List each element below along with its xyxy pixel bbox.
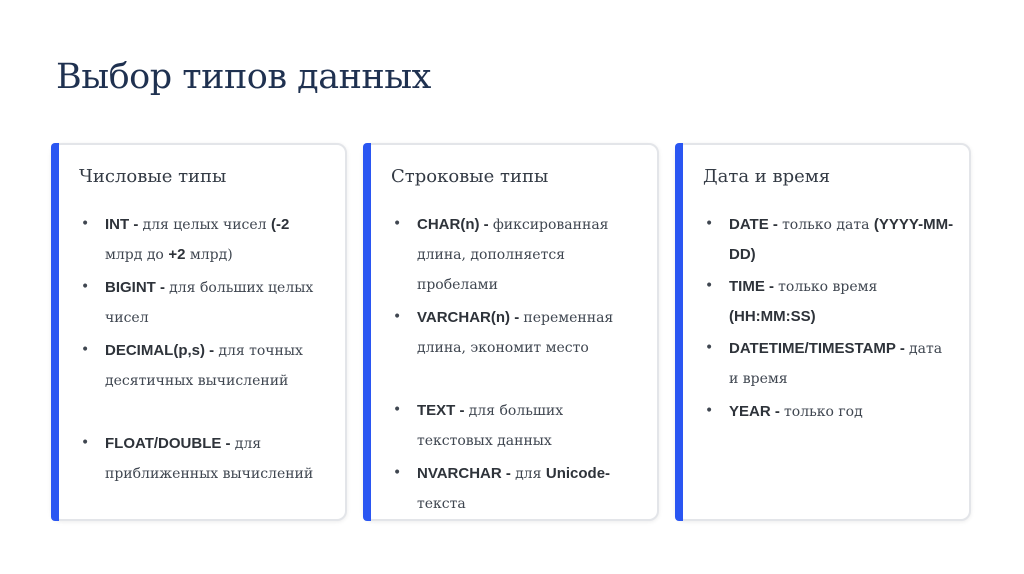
type-name: FLOAT/DOUBLE - — [105, 435, 235, 452]
list-item — [703, 210, 955, 269]
card-accent-bar — [363, 143, 371, 521]
type-name: VARCHAR(n) - — [417, 309, 524, 326]
bullet: • — [705, 340, 714, 356]
type-range: (-2 — [271, 216, 290, 233]
list-item — [391, 459, 643, 519]
type-range: Unicode- — [545, 465, 611, 482]
list-item — [79, 336, 331, 396]
card-title: Числовые типы — [79, 166, 227, 187]
type-description: текста — [417, 496, 466, 512]
type-description: для больших целых чисел — [105, 280, 314, 326]
card-numeric-types — [51, 143, 347, 521]
list-item — [79, 429, 331, 489]
type-description: млрд до — [105, 247, 169, 263]
card-string-types — [363, 143, 659, 521]
type-name: DATE - — [729, 216, 783, 233]
list-item — [79, 210, 331, 270]
bullet: • — [81, 216, 90, 232]
bullet: • — [393, 309, 402, 325]
type-name: TEXT - — [417, 402, 469, 419]
type-name: INT - — [105, 216, 143, 233]
type-list — [391, 207, 643, 519]
type-format: (HH:MM:SS) — [729, 308, 816, 325]
bullet: • — [705, 403, 714, 419]
bullet: • — [393, 402, 402, 418]
type-description: только время — [778, 279, 878, 295]
card-title: Дата и время — [703, 166, 831, 187]
card-accent-bar — [675, 143, 683, 521]
type-name: TIME - — [729, 278, 779, 295]
type-description: для приближенных вычислений — [105, 436, 314, 482]
type-list — [79, 207, 331, 489]
type-name: CHAR(n) - — [417, 216, 493, 233]
card-datetime-types — [675, 143, 971, 521]
list-item — [703, 272, 955, 331]
type-description: для — [515, 466, 546, 482]
type-description: дата и время — [729, 341, 943, 387]
bullet: • — [705, 216, 714, 232]
type-description: фиксированная длина, дополняется пробелами — [417, 217, 609, 293]
type-name: NVARCHAR - — [417, 465, 516, 482]
card-title: Строковые типы — [391, 166, 549, 187]
type-description: только год — [784, 404, 863, 420]
type-name: YEAR - — [729, 403, 785, 420]
type-name: DECIMAL(p,s) - — [105, 342, 219, 359]
bullet: • — [705, 278, 714, 294]
type-description: для точных десятичных вычислений — [105, 343, 303, 389]
type-name: DATETIME/TIMESTAMP - — [729, 340, 909, 357]
type-range: +2 — [168, 246, 186, 263]
bullet: • — [81, 279, 90, 295]
card-accent-bar — [51, 143, 59, 521]
list-item — [391, 396, 643, 456]
bullet: • — [393, 216, 402, 232]
type-description: для целых чисел — [142, 217, 272, 233]
type-description: млрд) — [185, 247, 233, 263]
list-item — [703, 334, 955, 394]
type-description: переменная длина, экономит место — [417, 310, 614, 356]
list-item — [391, 303, 643, 363]
bullet: • — [393, 465, 402, 481]
list-item — [391, 210, 643, 300]
list-item — [703, 397, 955, 427]
type-list — [703, 207, 955, 427]
type-description: только дата — [782, 217, 874, 233]
type-name: BIGINT - — [105, 279, 170, 296]
bullet: • — [81, 342, 90, 358]
list-item — [79, 273, 331, 333]
type-format: (YYYY-MM-DD) — [729, 216, 954, 263]
bullet: • — [81, 435, 90, 451]
slide-title: Выбор типов данных — [56, 57, 431, 97]
type-description: для больших текстовых данных — [417, 403, 564, 449]
